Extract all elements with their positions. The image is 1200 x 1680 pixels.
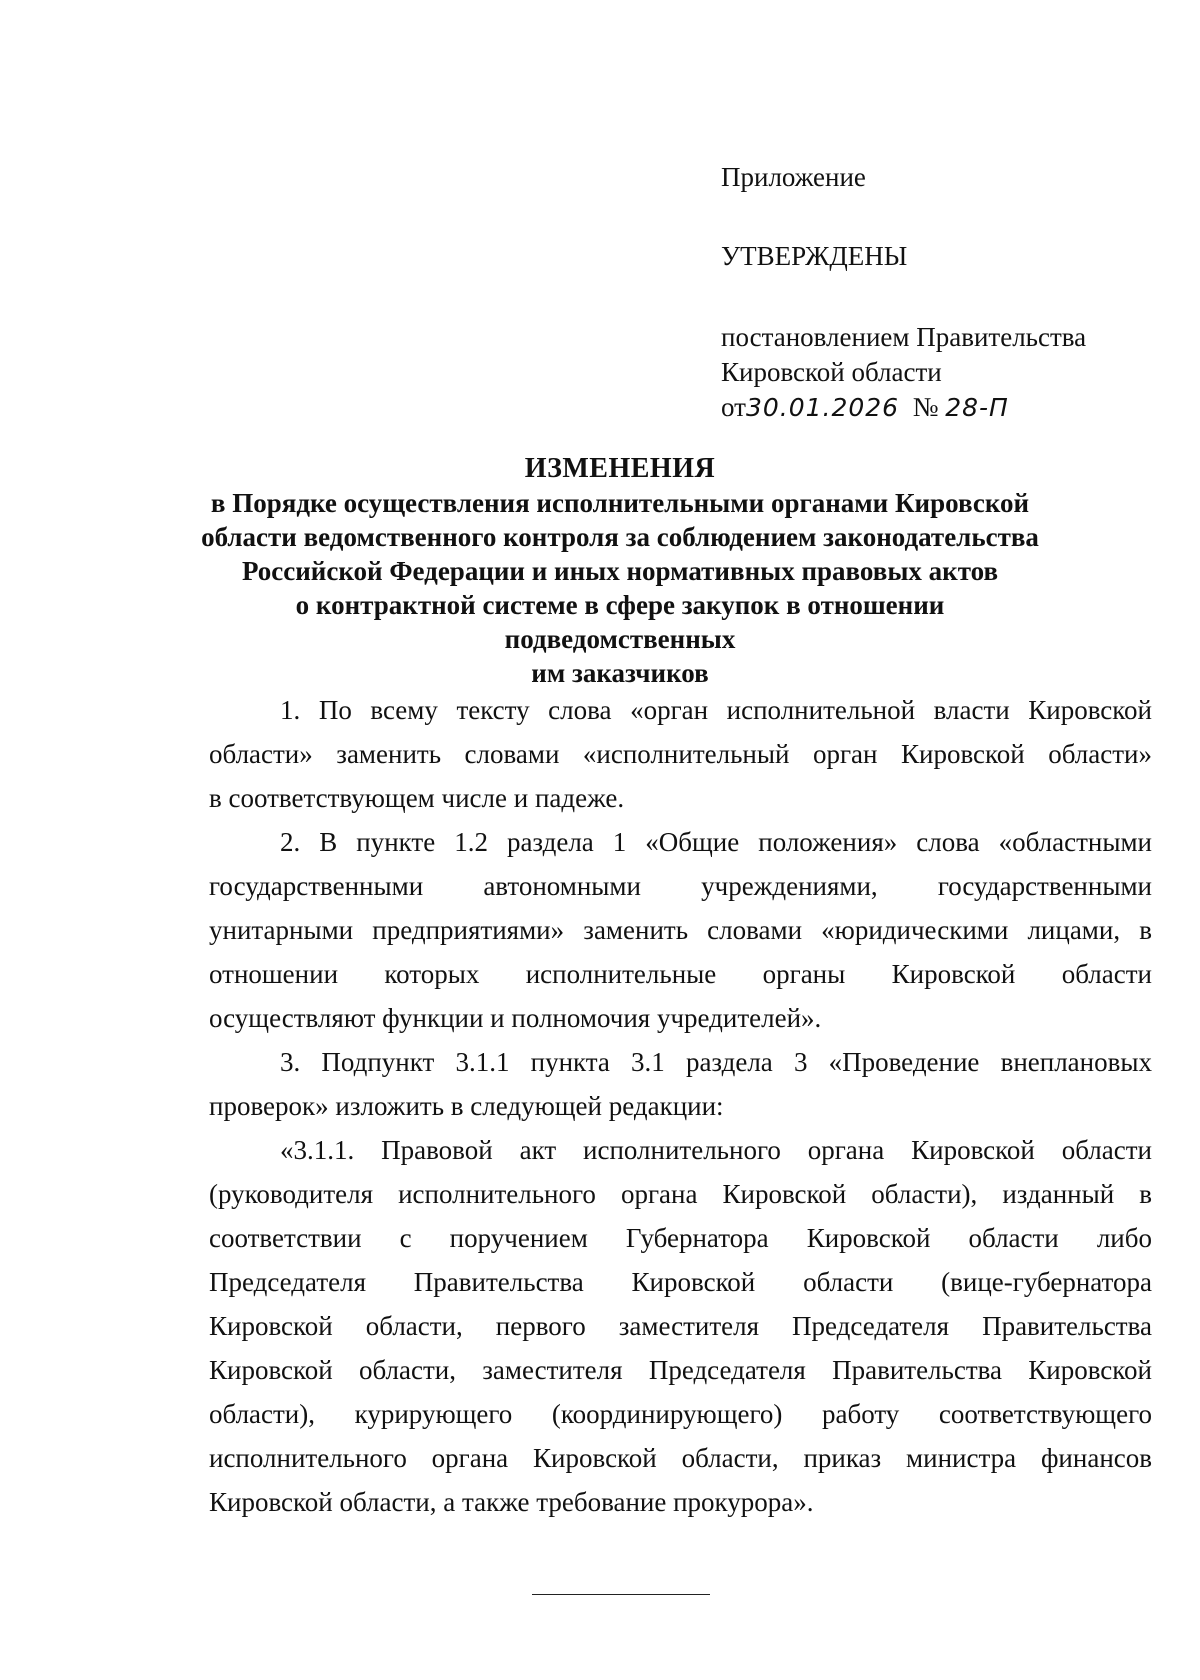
text-line: унитарными предприятиями» заменить словами «юридическими лицами, в <box>209 915 1152 945</box>
text-line: области), курирующего (координирующего) работу соответствующего <box>209 1399 1152 1429</box>
title-line: в Порядке осуществления исполнительными органами Кировской <box>210 488 1030 518</box>
document-title <box>180 452 1060 690</box>
title-main: ИЗМЕНЕНИЯ <box>524 453 716 484</box>
number-prefix: № <box>912 392 939 422</box>
text-line: Кировской области, заместителя Председателя Правительства Кировской <box>209 1355 1152 1385</box>
text-line: исполнительного органа Кировской области, приказ министра финансов <box>209 1443 1152 1473</box>
text-line: в соответствующем числе и падеже. <box>209 783 625 813</box>
date-number-line <box>721 390 1141 425</box>
approved-by-line-1: постановлением Правительства <box>721 322 1087 352</box>
title-line: им заказчиков <box>531 658 709 688</box>
title-line: Российской Федерации и иных нормативных правовых актов <box>241 556 999 586</box>
handwritten-number: 28-П <box>945 393 1009 422</box>
appendix-label: Приложение <box>721 162 866 192</box>
text-line: Кировской области, а также требование прокурора». <box>209 1487 814 1517</box>
title-line: о контрактной системе в сфере закупок в отношении подведомственных <box>295 590 945 654</box>
text-line: отношении которых исполнительные органы Кировской области <box>209 959 1152 989</box>
text-line: области» заменить словами «исполнительный орган Кировской области» <box>209 739 1152 769</box>
text-line: 1. По всему тексту слова «орган исполнительной власти Кировской <box>280 695 1152 725</box>
text-line: (руководителя исполнительного органа Кировской области), изданный в <box>209 1179 1152 1209</box>
title-line: области ведомственного контроля за соблюдением законодательства <box>201 522 1039 552</box>
approval-block <box>721 160 1141 425</box>
document-body <box>209 688 1152 1524</box>
text-line: 2. В пункте 1.2 раздела 1 «Общие положения» слова «областными <box>280 827 1152 857</box>
text-line: соответствии с поручением Губернатора Кировской области либо <box>209 1223 1152 1253</box>
paragraph-1 <box>209 688 1152 820</box>
paragraph-3 <box>209 1040 1152 1128</box>
text-line: 3. Подпункт 3.1.1 пункта 3.1 раздела 3 «Проведение внеплановых <box>280 1047 1152 1077</box>
closing-rule <box>532 1594 710 1595</box>
paragraph-2 <box>209 820 1152 1040</box>
text-line: проверок» изложить в следующей редакции: <box>209 1091 724 1121</box>
text-line: Кировской области, первого заместителя Председателя Правительства <box>209 1311 1152 1341</box>
text-line: «3.1.1. Правовой акт исполнительного органа Кировской области <box>280 1135 1152 1165</box>
approved-label: УТВЕРЖДЕНЫ <box>721 241 908 271</box>
approved-by-line-2: Кировской области <box>721 357 942 387</box>
date-prefix: от <box>721 392 746 422</box>
text-line: осуществляют функции и полномочия учредителей». <box>209 1003 822 1033</box>
text-line: Председателя Правительства Кировской области (вице-губернатора <box>209 1267 1152 1297</box>
text-line: государственными автономными учреждениями, государственными <box>209 871 1152 901</box>
paragraph-4 <box>209 1128 1152 1524</box>
handwritten-date: 30.01.2026 <box>745 393 900 422</box>
